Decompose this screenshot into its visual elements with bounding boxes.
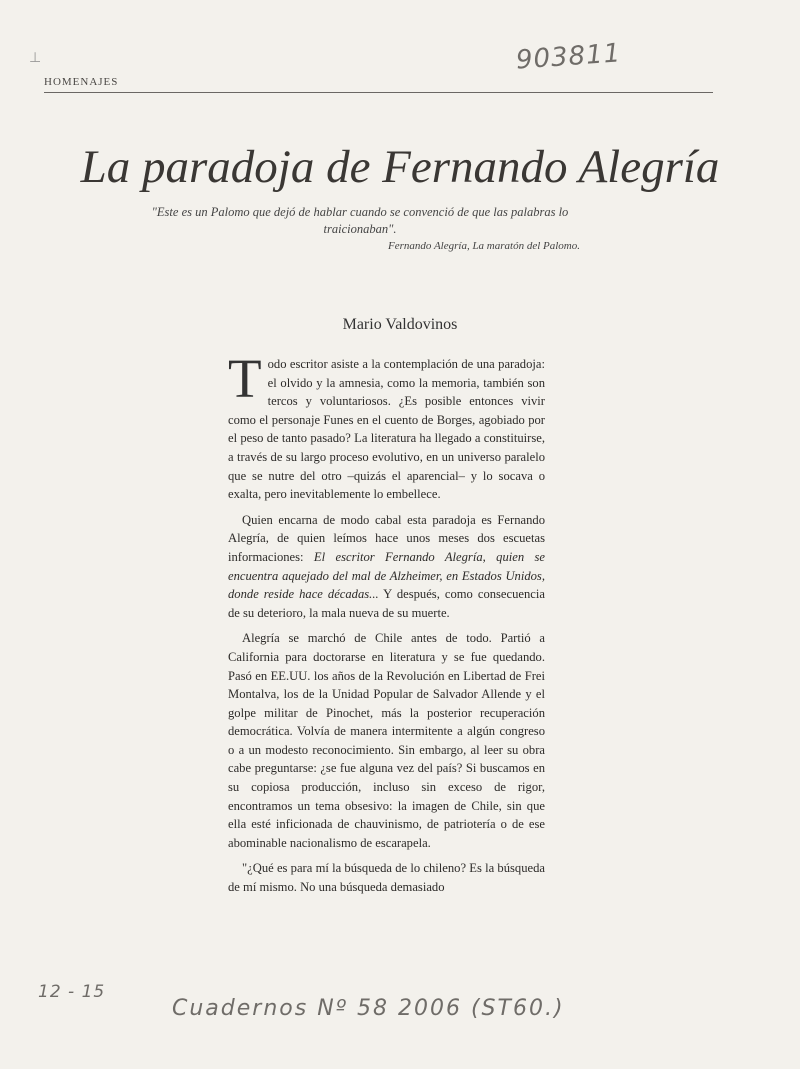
epigraph-quote: "Este es un Palomo que dejó de hablar cuando se convenció de que las palabras lo traicionaban". xyxy=(151,205,569,236)
paragraph-3: Alegría se marchó de Chile antes de todo. Partió a California para doctorarse en literatura y se fue quedando. Pasó en EE.UU. los años de la Revolución en Libertad de Frei Montalva, los de la Unidad Popular de Salvador Allende y el golpe militar de Pinochet, más la posterior recuperación democrática. Volvía de manera intermitente a algún congreso o a un modesto reconocimiento. Sin embargo, al leer su obra cabe preguntarse: ¿se fue alguna vez del país? Si buscamos en su copiosa producción, incluso sin exceso de rigor, encontramos un tema obsesivo: la imagen de Chile, sin que ella esté inficionada de chauvinismo, de patriotería o de ese abominable nacionalismo de escarapela. xyxy=(228,631,545,850)
article-body xyxy=(228,348,545,904)
paragraph-2-quote: El escritor Fernando Alegría, quien se encuentra aquejado del mal de Alzheimer, en Estados Unidos, donde reside hace décadas... xyxy=(228,549,545,602)
paragraph-4: "¿Qué es para mí la búsqueda de lo chileno? Es la búsqueda de mí mismo. No una búsqueda demasiado xyxy=(228,861,545,895)
author-name: Mario Valdovinos xyxy=(342,316,458,333)
epigraph-source: Fernando Alegría, La maratón del Palomo. xyxy=(388,240,580,252)
paragraph-1-text: odo escritor asiste a la contemplación de una paradoja: el olvido y la amnesia, como la memoria, también son tercos y voluntariosos. ¿Es posible entonces vivir como el personaje Funes en el cuento de Borges, agobiado por el peso de tanto pasado? La literatura ha llegado a constituirse, a través de su largo proceso evolutivo, en un universo paralelo que se nutre del otro –quizás el aparencial– y lo socava o exalta, pero inevitablemente lo embellece. xyxy=(228,357,545,502)
handwritten-issue-note: Cuadernos Nº 58 2006 (ST60.) xyxy=(172,996,565,1021)
drop-cap: T xyxy=(228,348,262,409)
header-rule xyxy=(44,92,713,93)
handwritten-page-range: 12 - 15 xyxy=(38,982,106,1002)
paragraph-2-start: Quien encarna de modo cabal esta paradoja es Fernando Alegría, de quien leímos hace unos meses dos escuetas informaciones: xyxy=(228,512,545,564)
paragraph-2 xyxy=(228,511,545,623)
paragraph-2-end: Y después, como consecuencia de su deterioro, la mala nueva de su muerte. xyxy=(228,587,545,620)
epigraph xyxy=(150,204,580,255)
section-label: HOMENAJES xyxy=(44,76,119,88)
handwritten-catalog-code: 903811 xyxy=(515,38,623,76)
paragraph-1 xyxy=(228,348,545,504)
corner-mark: ⊥ xyxy=(29,50,42,66)
article-title: La paradoja de Fernando Alegría xyxy=(80,141,720,193)
